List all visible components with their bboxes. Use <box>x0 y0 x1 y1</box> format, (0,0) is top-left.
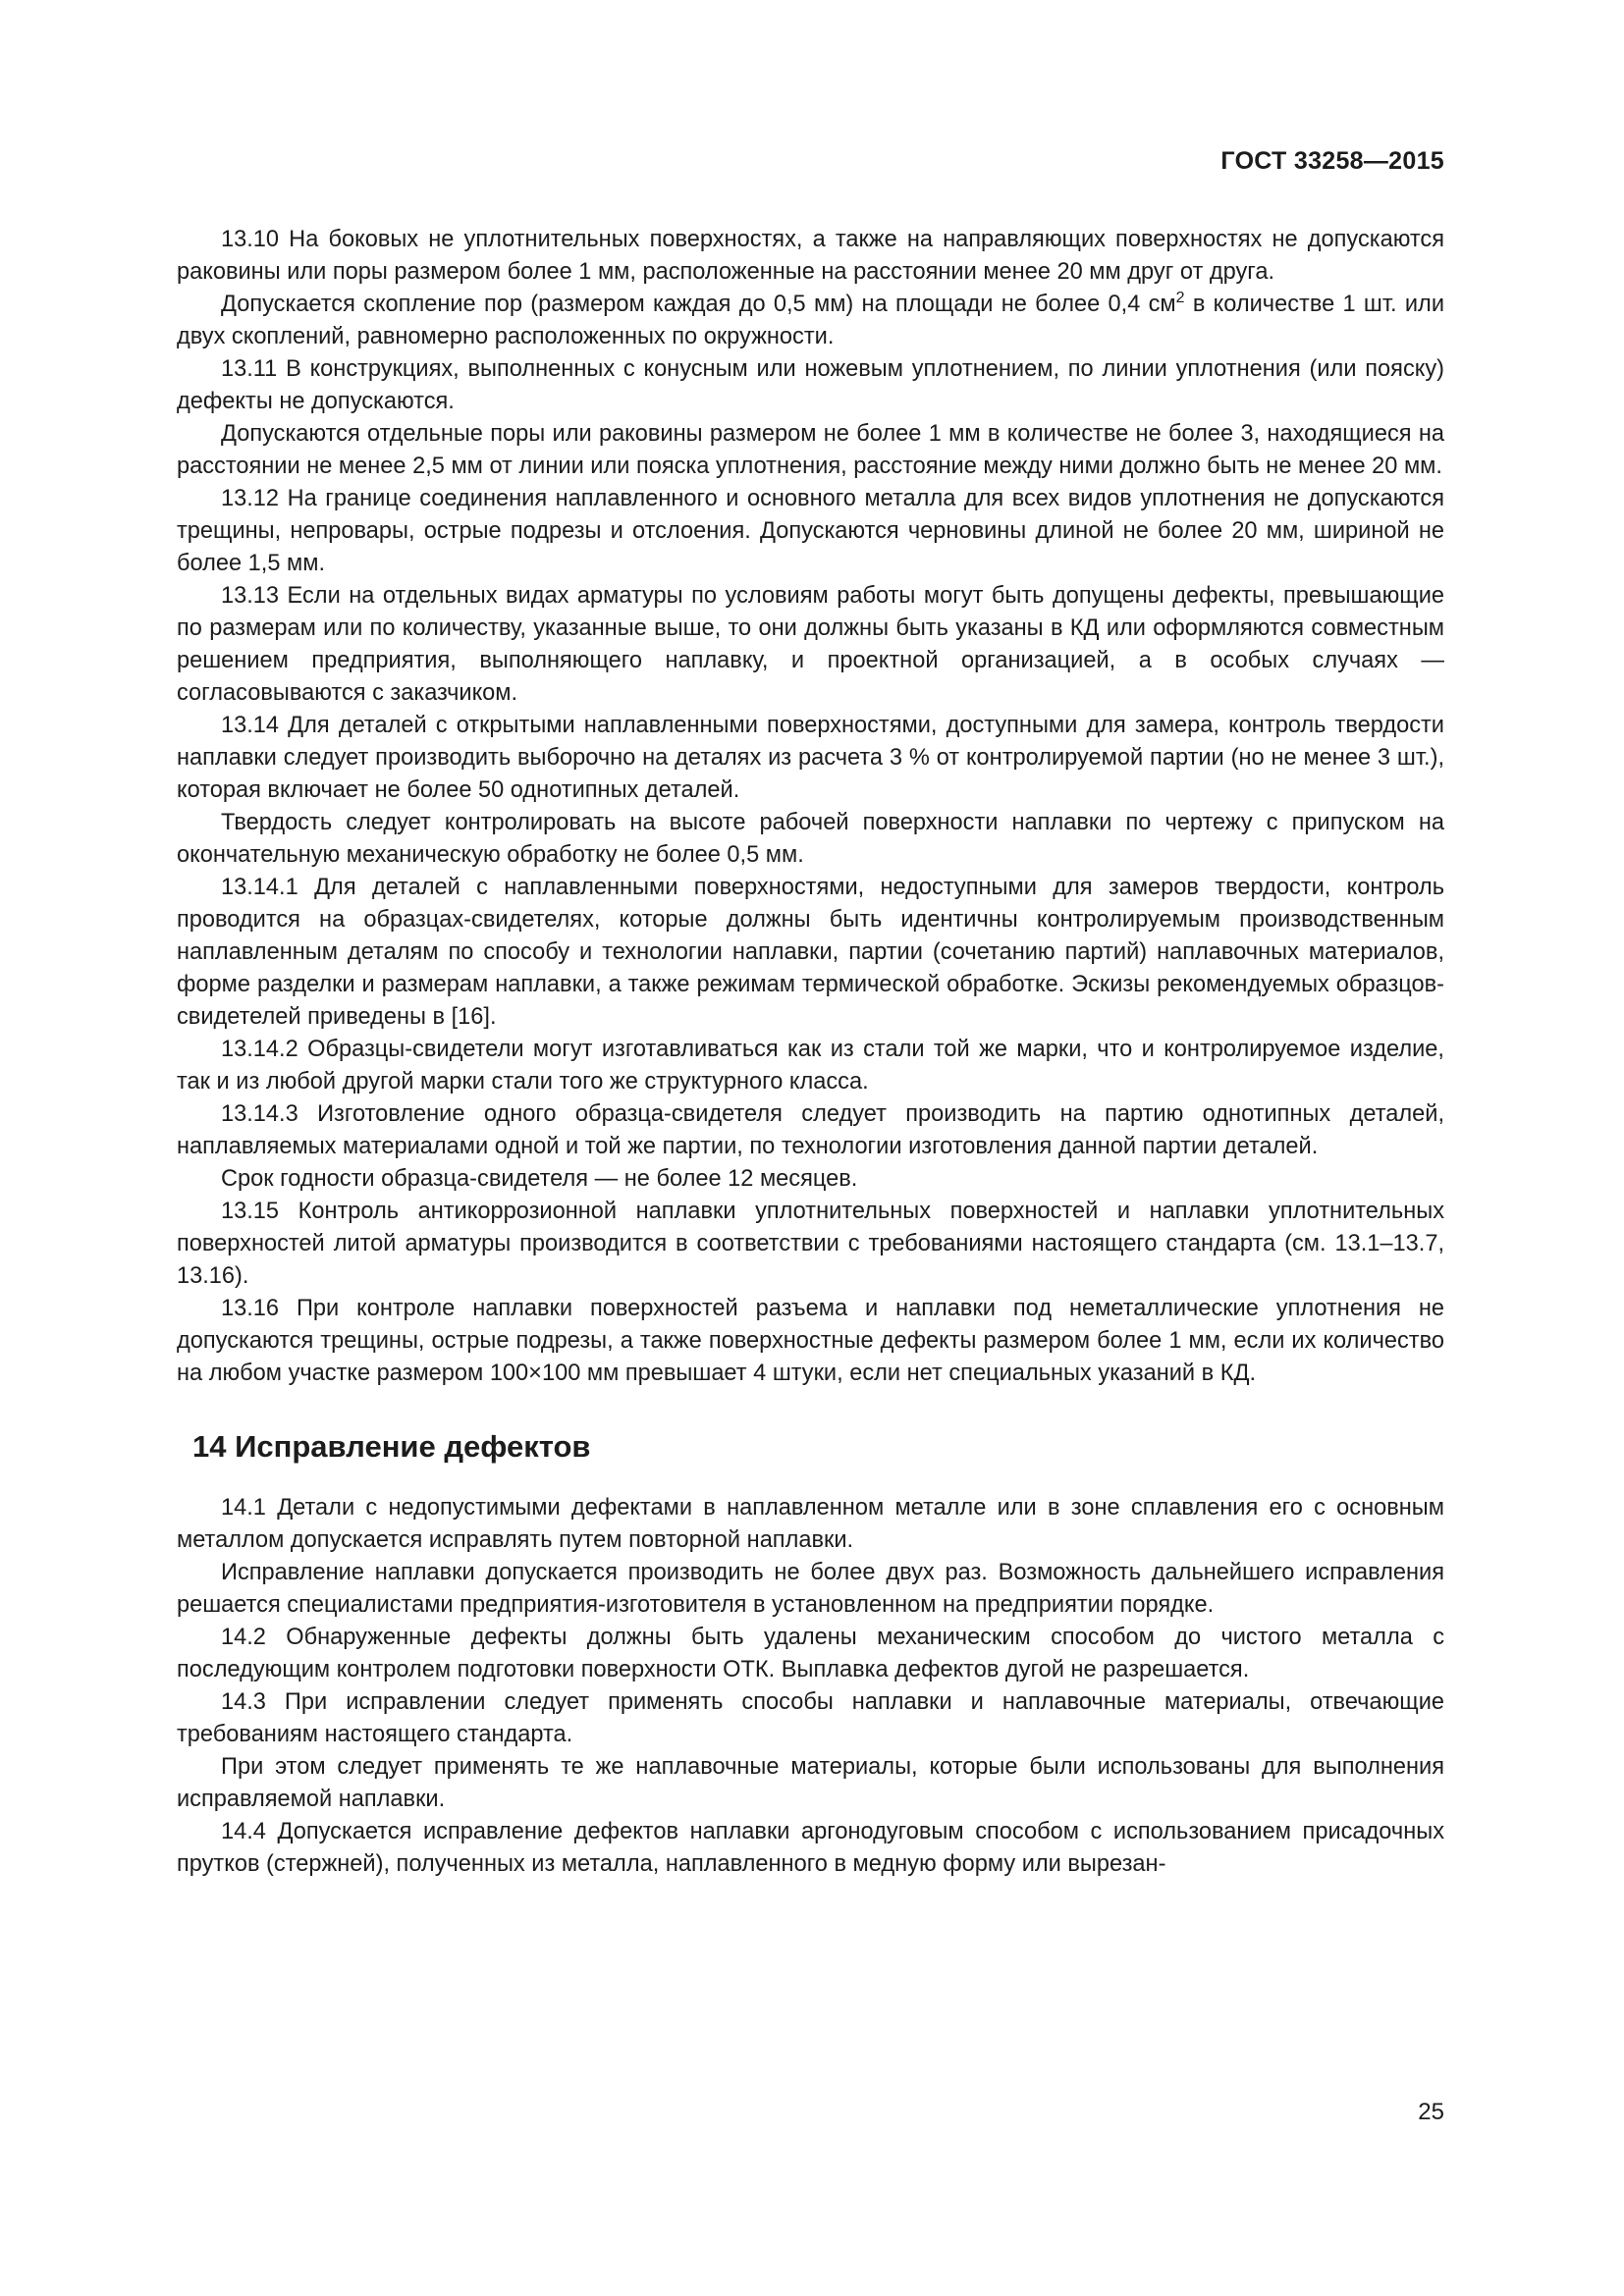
paragraph-repair-limit: Исправление наплавки допускается производить не более двух раз. Возможность дальнейшего исправления решается специалистами предприятия-изготовителя в установленном на предприятии порядке. <box>177 1560 1444 1618</box>
paragraph-14-3: 14.3 При исправлении следует применять способы наплавки и наплавочные материалы, отвечающие требованиям настоящего стандарта. <box>177 1689 1444 1747</box>
document-header: ГОСТ 33258—2015 <box>1220 147 1444 175</box>
page-number: 25 <box>1418 2099 1444 2125</box>
paragraph-13-14: 13.14 Для деталей с открытыми наплавленными поверхностями, доступными для замера, контроль твердости наплавки следует производить выборочно на деталях из расчета 3 % от контролируемой партии (но не менее 3 шт.), которая включает не более 50 однотипных деталей. <box>177 713 1444 803</box>
paragraph-13-14-2: 13.14.2 Образцы-свидетели могут изготавливаться как из стали той же марки, что и контролируемое изделие, так и из любой другой марки стали того же структурного класса. <box>177 1037 1444 1095</box>
paragraph-single-pores: Допускаются отдельные поры или раковины размером не более 1 мм в количестве не более 3, находящиеся на расстоянии не менее 2,5 мм от линии или пояска уплотнения, расстояние между ними должно быть не менее 20 мм. <box>177 421 1444 479</box>
paragraph-13-16: 13.16 При контроле наплавки поверхностей разъема и наплавки под неметаллические уплотнения не допускаются трещины, острые подрезы, а также поверхностные дефекты размером более 1 мм, если их количество на любом участке размером 100×100 мм превышает 4 штуки, если нет специальных указаний в КД. <box>177 1296 1444 1386</box>
section-title: 14 Исправление дефектов <box>192 1429 591 1464</box>
paragraph-13-12: 13.12 На границе соединения наплавленного и основного металла для всех видов уплотнения не допускаются трещины, непровары, острые подрезы и отслоения. Допускаются черновины длиной не более 20 мм, шириной не более 1,5 мм. <box>177 486 1444 576</box>
document-body <box>177 224 1444 1881</box>
paragraph-14-4: 14.4 Допускается исправление дефектов наплавки аргонодуговым способом с использованием присадочных прутков (стержней), полученных из металла, наплавленного в медную форму или вырезан- <box>177 1819 1444 1877</box>
paragraph-13-15: 13.15 Контроль антикоррозионной наплавки уплотнительных поверхностей и наплавки уплотнительных поверхностей литой арматуры производится в соответствии с требованиями настоящего стандарта (см. 13.1–13.7, 13.16). <box>177 1199 1444 1289</box>
paragraph-13-11: 13.11 В конструкциях, выполненных с конусным или ножевым уплотнением, по линии уплотнения (или пояску) дефекты не допускаются. <box>177 356 1444 414</box>
paragraph-13-10: 13.10 На боковых не уплотнительных поверхностях, а также на направляющих поверхностях не допускаются раковины или поры размером более 1 мм, расположенные на расстоянии менее 20 мм друг от друга. <box>177 227 1444 285</box>
paragraph-pore-cluster-text-before: Допускается скопление пор (размером каждая до 0,5 мм) на площади не более 0,4 см <box>221 292 1176 317</box>
superscript-2: 2 <box>1175 290 1185 307</box>
paragraph-shelf-life: Срок годности образца-свидетеля — не более 12 месяцев. <box>221 1166 858 1192</box>
paragraph-hardness: Твердость следует контролировать на высоте рабочей поверхности наплавки по чертежу с припуском на окончательную механическую обработку не более 0,5 мм. <box>177 810 1444 868</box>
paragraph-13-13: 13.13 Если на отдельных видах арматуры по условиям работы могут быть допущены дефекты, превышающие по размерам или по количеству, указанные выше, то они должны быть указаны в КД или оформляются совместным решением предприятия, выполняющего наплавку, и проектной организацией, а в особых случаях — согласовываются с заказчиком. <box>177 583 1444 706</box>
paragraph-14-1: 14.1 Детали с недопустимыми дефектами в наплавленном металле или в зоне сплавления его с основным металлом допускается исправлять путем повторной наплавки. <box>177 1495 1444 1553</box>
paragraph-pore-cluster-text-after: в количестве 1 шт. или двух скоплений, равномерно расположенных по окружности. <box>177 292 1444 349</box>
paragraph-same-materials: При этом следует применять те же наплавочные материалы, которые были использованы для выполнения исправляемой наплавки. <box>177 1754 1444 1812</box>
paragraph-13-14-1: 13.14.1 Для деталей с наплавленными поверхностями, недоступными для замеров твердости, контроль проводится на образцах-свидетелях, которые должны быть идентичны контролируемым производственным наплавленным деталям по способу и технологии наплавки, партии (сочетанию партий) наплавочных материалов, форме разделки и размерам наплавки, а также режимам термической обработке. Эскизы рекомендуемых образцов-свидетелей приведены в [16]. <box>177 875 1444 1030</box>
paragraph-13-14-3: 13.14.3 Изготовление одного образца-свидетеля следует производить на партию однотипных деталей, наплавляемых материалами одной и той же партии, по технологии изготовления данной партии деталей. <box>177 1101 1444 1159</box>
paragraph-14-2: 14.2 Обнаруженные дефекты должны быть удалены механическим способом до чистого металла с последующим контролем подготовки поверхности ОТК. Выплавка дефектов дугой не разрешается. <box>177 1625 1444 1682</box>
paragraph-pore-cluster <box>177 289 1444 353</box>
